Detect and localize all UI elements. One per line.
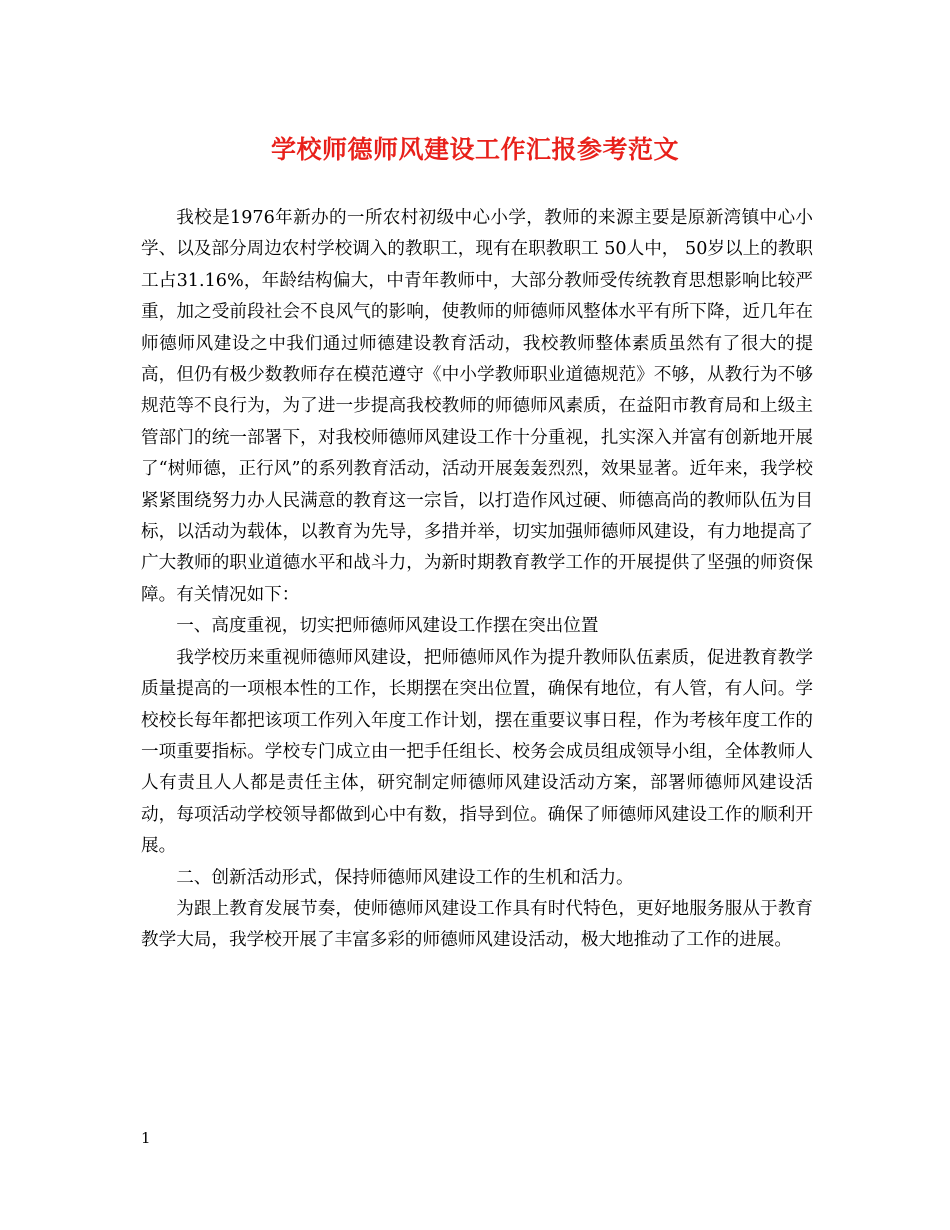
paragraph-section-1: 我学校历来重视师德师风建设，把师德师风作为提升教师队伍素质，促进教育教学质量提高的一项根本性的工作，长期摆在突出位置，确保有地位，有人管，有人问。学校校长每年都把该项工作列入年度工作计划，摆在重要议事日程，作为考核年度工作的一项重要指标。学校专门成立由一把手任组长、校务会成员组成领导小组，全体教师人人有责且人人都是责任主体，研究制定师德师风建设活动方案，部署师德师风建设活动，每项活动学校领导都做到心中有数，指导到位。确保了师德师风建设工作的顺利开展。 [141, 647, 813, 857]
paragraph-intro: 我校是1976年新办的一所农村初级中心小学，教师的来源主要是原新湾镇中心小学、以及部分周边农村学校调入的教职工，现有在职教职工 50人中， 50岁以上的教职工占31.16%，年龄结构偏大，中青年教师中，大部分教师受传统教育思想影响比较严重，加之受前段社会不良风气的影响，使教师的师德师风整体水平有所下降，近几年在师德师风建设之中我们通过师德建设教育活动，我校教师整体素质虽然有了很大的提高，但仍有极少数教师存在模范遵守《中小学教师职业道德规范》不够，从教行为不够规范等不良行为，为了进一步提高我校教师的师德师风素质，在益阳市教育局和上级主管部门的统一部署下，对我校师德师风建设工作十分重视，扎实深入并富有创新地开展了“树师德，正行风”的系列教育活动，活动开展轰轰烈烈，效果显著。近年来，我学校紧紧围绕努力办人民满意的教育这一宗旨，以打造作风过硬、师德高尚的教师队伍为目标，以活动为载体，以教育为先导，多措并举，切实加强师德师风建设，有力地提高了广大教师的职业道德水平和战斗力，为新时期教育教学工作的开展提供了坚强的师资保障。有关情况如下： [141, 208, 813, 605]
document-title: 学校师德师风建设工作汇报参考范文 [270, 135, 679, 164]
section-heading-1: 一、高度重视，切实把师德师风建设工作摆在突出位置 [176, 616, 599, 637]
page-number: 1 [141, 1129, 151, 1147]
section-heading-2: 二、创新活动形式，保持师德师风建设工作的生机和活力。 [176, 867, 634, 888]
document-body [141, 203, 813, 957]
paragraph-section-2: 为跟上教育发展节奏，使师德师风建设工作具有时代特色，更好地服务服从于教育教学大局，我学校开展了丰富多彩的师德师风建设活动，极大地推动了工作的进展。 [141, 898, 813, 951]
